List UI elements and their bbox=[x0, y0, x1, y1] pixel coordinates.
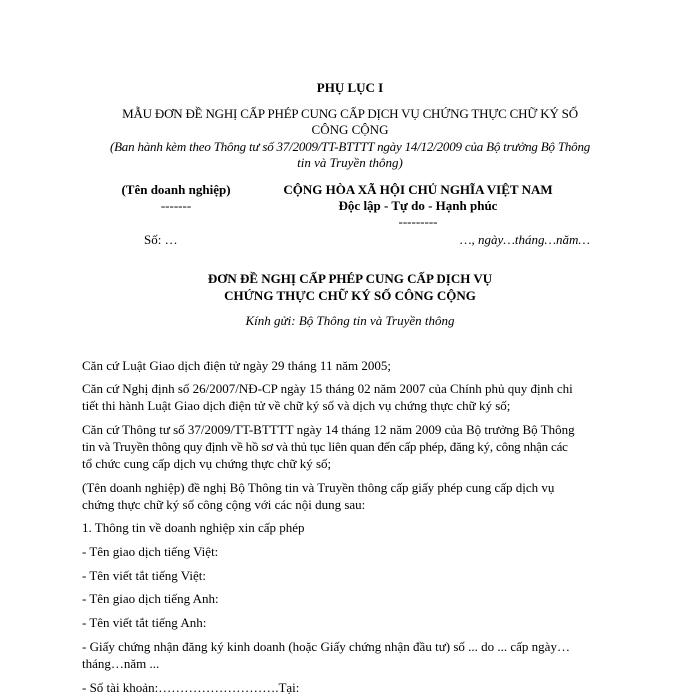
legal-basis-2-line2: tiết thi hành Luật Giao dịch điện tử về chữ ký số và dịch vụ chứng thực chữ ký số; bbox=[82, 398, 511, 413]
recipient-text: Kính gửi: Bộ Thông tin và Truyền thông bbox=[245, 313, 455, 328]
legal-basis-3-line2: tin và Truyền thông quy định về hồ sơ và thủ tục liên quan đến cấp phép, đăng ký, công nhận các bbox=[82, 439, 568, 454]
appendix-title: PHỤ LỤC I bbox=[316, 80, 384, 95]
company-divider: ------- bbox=[160, 198, 192, 213]
field-bank-account bbox=[82, 679, 622, 696]
appendix-subtitle-line1: MẪU ĐƠN ĐỀ NGHỊ CẤP PHÉP CUNG CẤP DỊCH VỤ CHỨNG THỰC CHỮ KÝ SỐ bbox=[122, 106, 578, 121]
field-business-license-line1: - Giấy chứng nhận đăng ký kinh doanh (hoặc Giấy chứng nhận đầu tư) số ... do ... cấp ngày… bbox=[82, 639, 570, 654]
form-title-line1: ĐƠN ĐỀ NGHỊ CẤP PHÉP CUNG CẤP DỊCH VỤ bbox=[207, 271, 493, 286]
document-number: Số: … bbox=[144, 232, 178, 247]
appendix-note-line1: (Ban hành kèm theo Thông tư số 37/2009/TT-BTTTT ngày 14/12/2009 của Bộ trưởng Bộ Thông bbox=[109, 139, 591, 154]
field-bank-account-at: Tại: bbox=[278, 680, 300, 695]
national-motto: Độc lập - Tự do - Hạnh phúc bbox=[338, 198, 498, 213]
motto-divider: --------- bbox=[398, 214, 438, 229]
form-title-line2: CHỨNG THỰC CHỮ KÝ SỐ CÔNG CỘNG bbox=[224, 288, 476, 303]
legal-basis-3-line1: Căn cứ Thông tư số 37/2009/TT-BTTTT ngày 14 tháng 12 năm 2009 của Bộ trưởng Bộ Thông bbox=[82, 422, 575, 437]
field-vietnamese-name: - Tên giao dịch tiếng Việt: bbox=[82, 544, 219, 559]
legal-basis-3-line3: tổ chức cung cấp dịch vụ chứng thực chữ ký số; bbox=[82, 456, 332, 471]
appendix-subtitle-line2: CÔNG CỘNG bbox=[311, 122, 389, 137]
request-line1: (Tên doanh nghiệp) đề nghị Bộ Thông tin và Truyền thông cấp giấy phép cung cấp dịch vụ bbox=[82, 480, 555, 495]
field-bank-account-dots: ………………………. bbox=[158, 680, 279, 695]
company-name: (Tên doanh nghiệp) bbox=[121, 182, 231, 197]
field-bank-account-label: - Số tài khoản: bbox=[82, 680, 159, 695]
document-date: …, ngày…tháng…năm… bbox=[459, 232, 590, 247]
appendix-note-line2: tin và Truyền thông) bbox=[297, 155, 403, 170]
field-english-name: - Tên giao dịch tiếng Anh: bbox=[82, 591, 219, 606]
country-name: CỘNG HÒA XÃ HỘI CHỦ NGHĨA VIỆT NAM bbox=[283, 182, 553, 197]
field-english-abbreviation: - Tên viết tắt tiếng Anh: bbox=[82, 615, 207, 630]
field-vietnamese-abbreviation: - Tên viết tắt tiếng Việt: bbox=[82, 568, 207, 583]
recipient bbox=[0, 313, 700, 329]
legal-basis-1: Căn cứ Luật Giao dịch điện tử ngày 29 tháng 11 năm 2005; bbox=[82, 358, 391, 373]
section-1-heading: 1. Thông tin về doanh nghiệp xin cấp phép bbox=[82, 520, 305, 535]
legal-basis-2-line1: Căn cứ Nghị định số 26/2007/NĐ-CP ngày 15 tháng 02 năm 2007 của Chính phủ quy định chi bbox=[82, 381, 573, 396]
field-business-license-line2: tháng…năm ... bbox=[82, 656, 160, 671]
request-line2: chứng thực chữ ký số công cộng với các nội dung sau: bbox=[82, 497, 366, 512]
